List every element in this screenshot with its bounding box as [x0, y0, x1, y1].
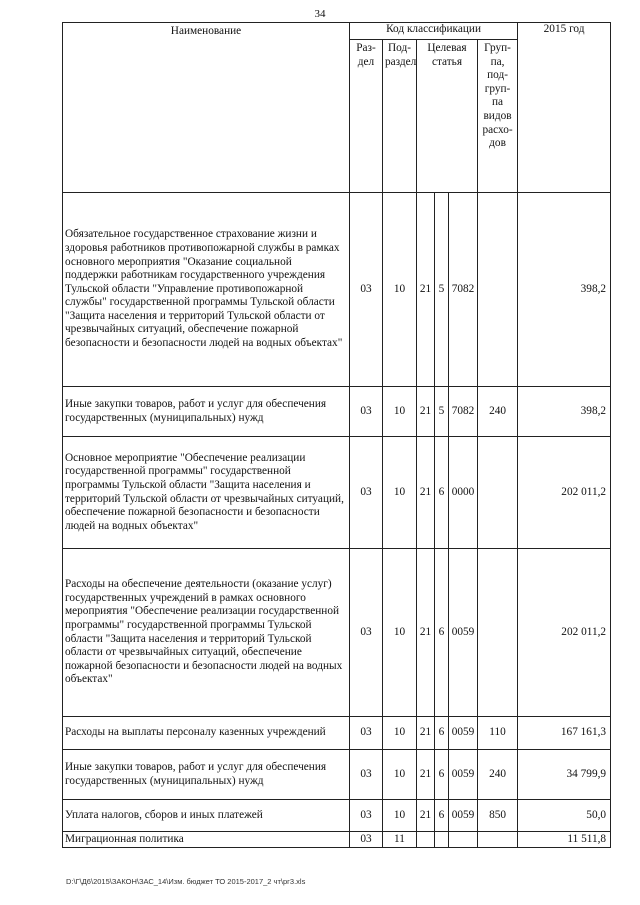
row-target-2: [435, 832, 449, 848]
row-target-2: 6: [435, 437, 449, 549]
row-amount: 398,2: [518, 193, 611, 387]
row-razdel: 03: [350, 717, 383, 750]
table-row: [63, 750, 611, 800]
row-podrazdel: 10: [383, 549, 417, 717]
row-target-1: 21: [417, 193, 435, 387]
row-target-2: 6: [435, 549, 449, 717]
row-target-1: 21: [417, 387, 435, 437]
row-group: [478, 193, 518, 387]
row-target-1: 21: [417, 750, 435, 800]
row-name: Уплата налогов, сборов и иных платежей: [63, 800, 350, 832]
row-group: 850: [478, 800, 518, 832]
table-row: [63, 832, 611, 848]
row-target-3: 0059: [449, 800, 478, 832]
row-target-1: 21: [417, 437, 435, 549]
row-group: [478, 549, 518, 717]
row-target-2: 5: [435, 193, 449, 387]
budget-table: [62, 22, 611, 848]
header-classification: Код классификации: [350, 23, 518, 40]
row-group: [478, 832, 518, 848]
table-row: [63, 800, 611, 832]
row-name: Иные закупки товаров, работ и услуг для обеспечения государственных (муниципальных) нужд: [63, 387, 350, 437]
row-target-3: 0059: [449, 750, 478, 800]
row-target-3: 0059: [449, 717, 478, 750]
table-row: [63, 717, 611, 750]
row-podrazdel: 11: [383, 832, 417, 848]
row-target-3: 0059: [449, 549, 478, 717]
row-razdel: 03: [350, 750, 383, 800]
row-target-2: 6: [435, 800, 449, 832]
row-podrazdel: 10: [383, 193, 417, 387]
row-razdel: 03: [350, 193, 383, 387]
row-target-3: 0000: [449, 437, 478, 549]
row-podrazdel: 10: [383, 717, 417, 750]
row-target-2: 6: [435, 717, 449, 750]
row-amount: 167 161,3: [518, 717, 611, 750]
row-name: Основное мероприятие "Обеспечение реализации государственной программы" государственной программы Тульской области "Защита населения и территорий Тульской области от чрезвычайных ситуаций, обеспечение пожарной безопасности и безопасности людей на водных объектах": [63, 437, 350, 549]
table-row: [63, 549, 611, 717]
page-number: 34: [314, 8, 326, 20]
row-amount: 11 511,8: [518, 832, 611, 848]
row-name: Обязательное государственное страхование жизни и здоровья работников противопожарной службы в рамках основного мероприятия "Оказание социальной поддержки работникам государственного учреждения Тульской области "Управление противопожарной службы" государственной программы Тульской области "Защита населения и территорий Тульской области от чрезвычайных ситуаций, обеспечение пожарной безопасности и безопасности людей на водных объектах": [63, 193, 350, 387]
row-razdel: 03: [350, 387, 383, 437]
row-amount: 34 799,9: [518, 750, 611, 800]
row-amount: 202 011,2: [518, 437, 611, 549]
row-name: Расходы на выплаты персоналу казенных учреждений: [63, 717, 350, 750]
row-target-3: [449, 832, 478, 848]
row-group: [478, 437, 518, 549]
row-name: Иные закупки товаров, работ и услуг для обеспечения государственных (муниципальных) нужд: [63, 750, 350, 800]
row-amount: 398,2: [518, 387, 611, 437]
row-target-1: [417, 832, 435, 848]
header-year: 2015 год: [518, 23, 611, 193]
row-target-1: 21: [417, 549, 435, 717]
header-razdel: Раз-дел: [350, 40, 383, 193]
header-expense-group: Груп-па, под-груп-па видов расхо-дов: [478, 40, 518, 193]
row-group: 240: [478, 750, 518, 800]
row-podrazdel: 10: [383, 387, 417, 437]
row-group: 240: [478, 387, 518, 437]
row-podrazdel: 10: [383, 437, 417, 549]
row-razdel: 03: [350, 437, 383, 549]
header-podrazdel: Под-раздел: [383, 40, 417, 193]
row-amount: 50,0: [518, 800, 611, 832]
row-razdel: 03: [350, 800, 383, 832]
footer-file-path: D:\Г\Д6\2015\ЗАКОН\ЗАС_14\Изм. бюджет ТО 2015-2017_2 чт\рг3.xls: [66, 877, 306, 886]
row-target-2: 5: [435, 387, 449, 437]
row-name: Миграционная политика: [63, 832, 350, 848]
row-group: 110: [478, 717, 518, 750]
row-podrazdel: 10: [383, 800, 417, 832]
table-row: [63, 387, 611, 437]
header-target-article: Целевая статья: [417, 40, 478, 193]
row-amount: 202 011,2: [518, 549, 611, 717]
row-target-2: 6: [435, 750, 449, 800]
row-target-3: 7082: [449, 193, 478, 387]
row-razdel: 03: [350, 549, 383, 717]
row-podrazdel: 10: [383, 750, 417, 800]
table-row: [63, 437, 611, 549]
header-name: Наименование: [63, 23, 350, 193]
row-razdel: 03: [350, 832, 383, 848]
row-target-1: 21: [417, 717, 435, 750]
row-target-3: 7082: [449, 387, 478, 437]
row-name: Расходы на обеспечение деятельности (оказание услуг) государственных учреждений в рамках основного мероприятия "Обеспечение реализации государственной программы" государственной программы Тульской области "Защита населения и территорий Тульской области от чрезвычайных ситуаций, обеспечение пожарной безопасности и безопасности людей на водных объектах": [63, 549, 350, 717]
row-target-1: 21: [417, 800, 435, 832]
table-row: [63, 193, 611, 387]
